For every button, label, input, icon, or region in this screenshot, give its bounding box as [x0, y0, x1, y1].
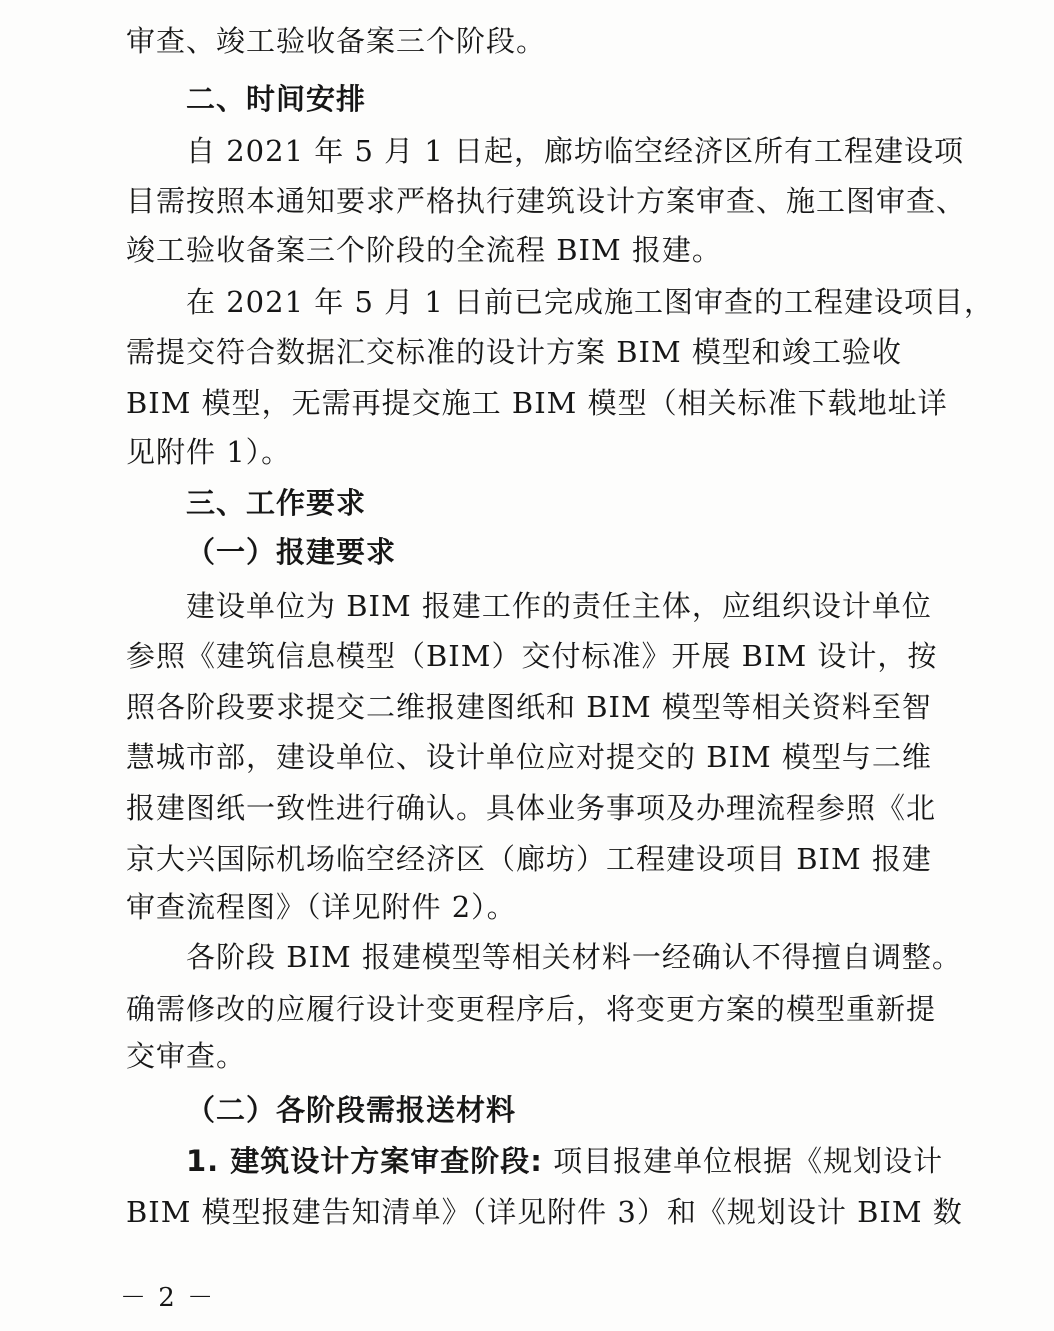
- body-line: 参照《建筑信息模型（BIM）交付标准》开展 BIM 设计，按: [126, 639, 938, 673]
- body-line: 在 2021 年 5 月 1 日前已完成施工图审查的工程建设项目，: [186, 285, 995, 319]
- body-line: 审查、竣工验收备案三个阶段。: [126, 24, 547, 58]
- body-line: 审查流程图》（详见附件 2）。: [126, 890, 517, 924]
- body-line: 交审查。: [126, 1039, 247, 1073]
- section-heading-time: 二、时间安排: [186, 82, 367, 116]
- body-line: 照各阶段要求提交二维报建图纸和 BIM 模型等相关资料至智: [126, 690, 932, 724]
- body-line: 自 2021 年 5 月 1 日起，廊坊临空经济区所有工程建设项: [186, 134, 965, 168]
- body-line: 竣工验收备案三个阶段的全流程 BIM 报建。: [126, 233, 722, 267]
- subsection-heading-requirements: （一）报建要求: [186, 535, 397, 569]
- body-line: 京大兴国际机场临空经济区（廊坊）工程建设项目 BIM 报建: [126, 842, 932, 876]
- body-line: 需提交符合数据汇交标准的设计方案 BIM 模型和竣工验收: [126, 335, 902, 369]
- body-line: BIM 模型报建告知清单》（详见附件 3）和《规划设计 BIM 数: [126, 1195, 963, 1229]
- page-number: － 2 －: [120, 1283, 216, 1313]
- body-line: 各阶段 BIM 报建模型等相关材料一经确认不得擅自调整。: [186, 940, 962, 974]
- body-line: 建设单位为 BIM 报建工作的责任主体，应组织设计单位: [186, 589, 932, 623]
- body-line: BIM 模型，无需再提交施工 BIM 模型（相关标准下载地址详: [126, 386, 948, 420]
- body-line: 见附件 1）。: [126, 435, 292, 469]
- body-text: 项目报建单位根据《规划设计: [542, 1144, 944, 1178]
- body-line: 目需按照本通知要求严格执行建筑设计方案审查、施工图审查、: [126, 184, 967, 218]
- section-heading-work: 三、工作要求: [186, 486, 367, 520]
- body-line: 确需修改的应履行设计变更程序后，将变更方案的模型重新提: [126, 992, 937, 1026]
- body-line: [0, 1141, 1054, 1181]
- stage-lead-label: 1. 建筑设计方案审查阶段:: [186, 1144, 543, 1178]
- body-line: 报建图纸一致性进行确认。具体业务事项及办理流程参照《北: [126, 791, 937, 825]
- subsection-heading-materials: （二）各阶段需报送材料: [186, 1093, 517, 1127]
- body-line: 慧城市部，建设单位、设计单位应对提交的 BIM 模型与二维: [126, 740, 932, 774]
